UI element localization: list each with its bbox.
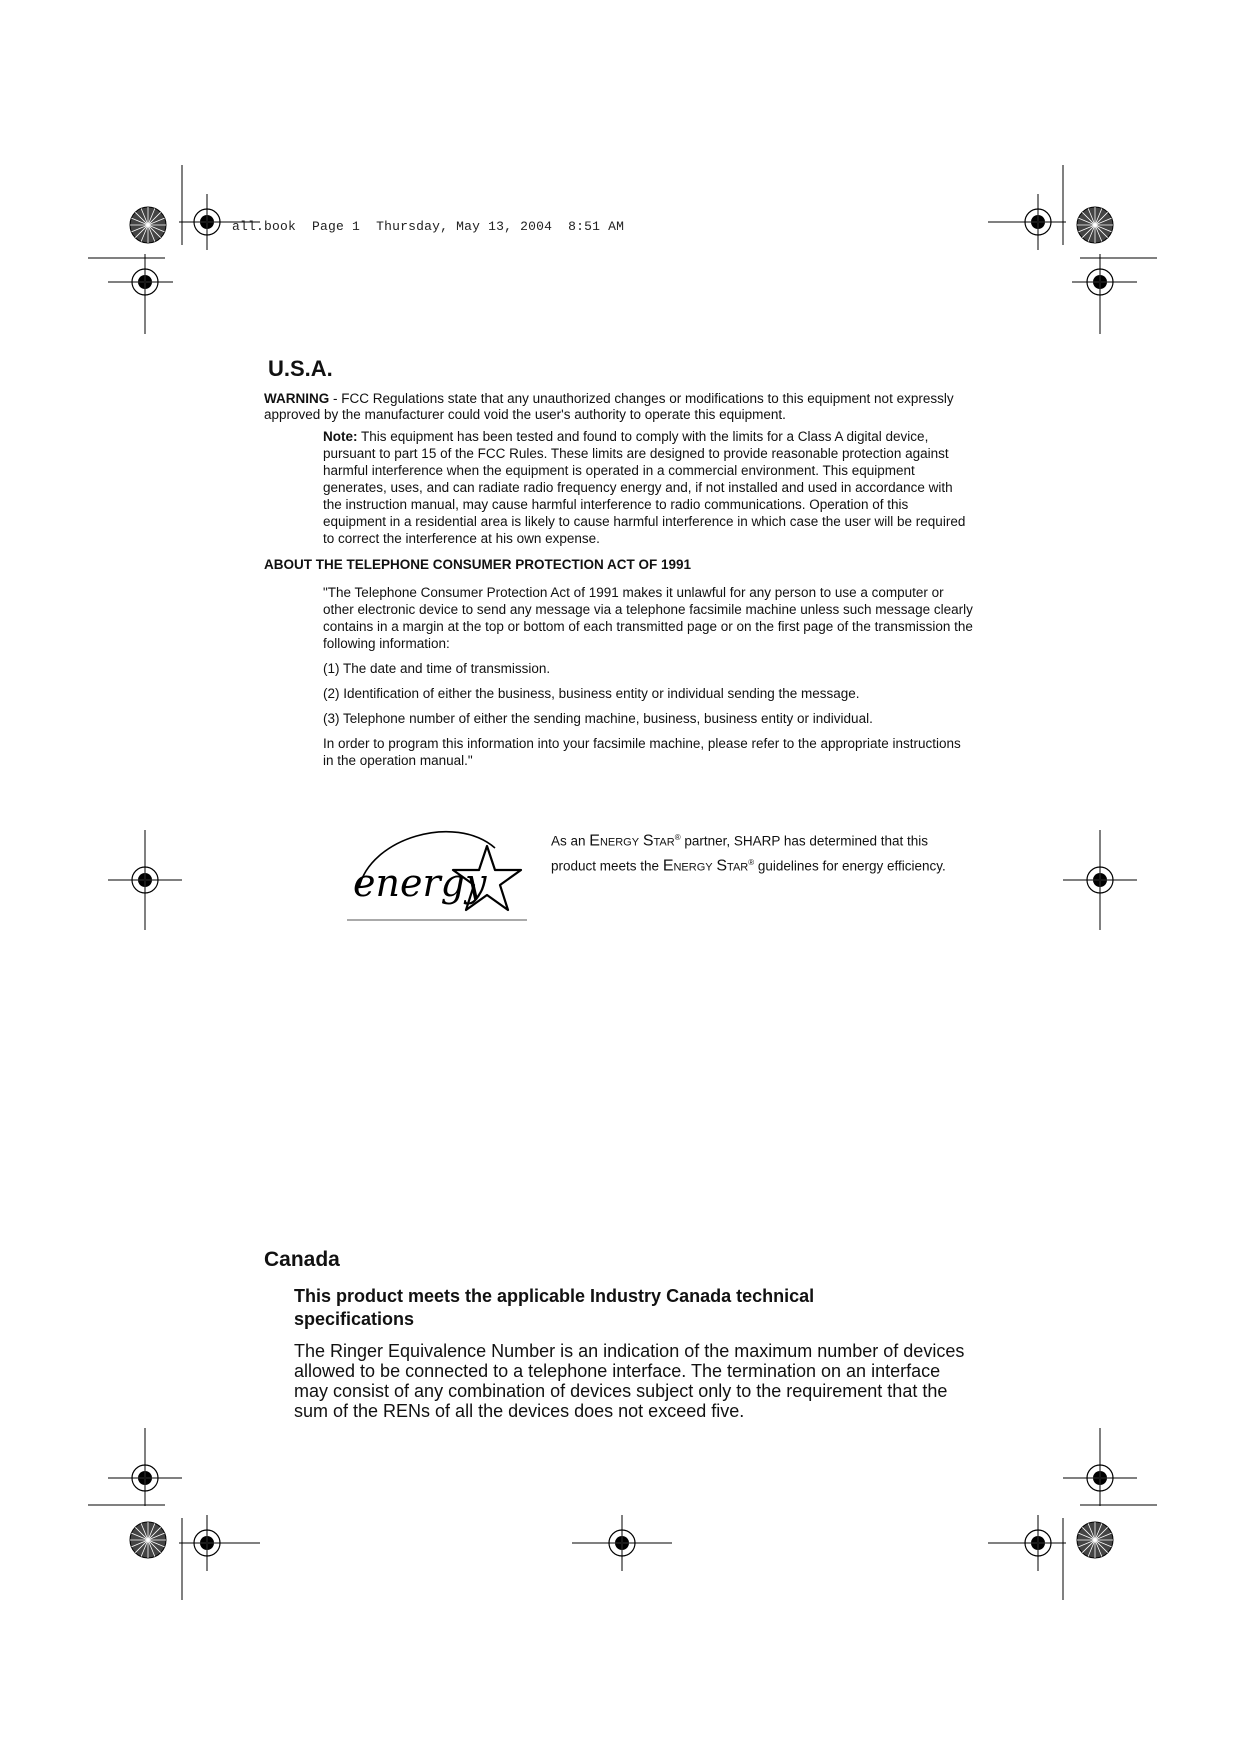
energy-mid: partner, SHARP has determined that this product meets the (551, 833, 928, 873)
warning-text: - FCC Regulations state that any unauthorized changes or modifications to this equipment not expressly approved by the manufacturer could void the user's authority to operate this equipment. (264, 391, 954, 422)
canada-heading: Canada (264, 1248, 340, 1271)
energy-star-logo (345, 818, 530, 926)
tcpa-section (323, 584, 973, 777)
fcc-note (323, 428, 968, 547)
tcpa-intro: "The Telephone Consumer Protection Act of 1991 makes it unlawful for any person to use a computer or other electronic device to send any message via a telephone facsimile machine unless such message clearly contains in a margin at the top or bottom of each transmitted page or on the first page of the transmission the following information: (323, 585, 973, 651)
tcpa-item: (2) Identification of either the business, business entity or individual sending the message. (323, 686, 860, 701)
registered-mark: ® (748, 857, 755, 867)
note-text: This equipment has been tested and found to comply with the limits for a Class A digital device, pursuant to part 15 of the FCC Rules. These limits are designed to provide reasonable protection against harmful interference when the equipment is operated in a commercial environment. This equipment generates, uses, and can radiate radio frequency energy and, if not installed and used in accordance with the instruction manual, may cause harmful interference to radio communications. Operation of this equipment in a residential area is likely to cause harmful interference in which case the user will be required to correct the interference at his own expense. (323, 429, 966, 546)
slug-filename: all.book (232, 219, 297, 234)
warning-label: WARNING (264, 391, 330, 406)
energy-tar: TAR (727, 861, 749, 873)
canada-subheading: This product meets the applicable Industry Canada technical specifications (294, 1286, 815, 1329)
usa-heading: U.S.A. (268, 356, 333, 381)
note-label: Note: (323, 429, 358, 444)
tcpa-closing: In order to program this information into your facsimile machine, please refer to the appropriate instructions in the operation manual." (323, 736, 961, 768)
energy-nergy: NERGY (673, 861, 713, 873)
energy-prefix: As an (551, 833, 590, 849)
fcc-warning (264, 391, 954, 423)
energy-e: E (589, 832, 600, 850)
energy-tar: TAR (653, 836, 675, 849)
energy-suffix: guidelines for energy efficiency. (754, 858, 946, 873)
tcpa-item: (3) Telephone number of either the sending machine, business, business entity or individual. (323, 711, 873, 726)
slug-datetime: Thursday, May 13, 2004 8:51 AM (376, 219, 625, 234)
tcpa-heading: ABOUT THE TELEPHONE CONSUMER PROTECTION ACT OF 1991 (264, 557, 692, 572)
print-slug (232, 219, 624, 234)
energy-star-statement (551, 828, 951, 877)
slug-page: Page 1 (312, 219, 361, 234)
tcpa-item: (1) The date and time of transmission. (323, 661, 551, 676)
canada-ren-paragraph: The Ringer Equivalence Number is an indication of the maximum number of devices allowed to be connected to a telephone interface. The termination on an interface may consist of any combination of devices subject only to the requirement that the sum of the RENs of all the devices does not exceed five. (294, 1341, 965, 1421)
energy-e: E (662, 857, 674, 874)
energy-s: S (642, 832, 654, 850)
energy-logo-word: energy (353, 861, 487, 905)
energy-nergy: NERGY (599, 836, 640, 849)
energy-s: S (716, 857, 728, 874)
registered-mark: ® (674, 833, 681, 842)
